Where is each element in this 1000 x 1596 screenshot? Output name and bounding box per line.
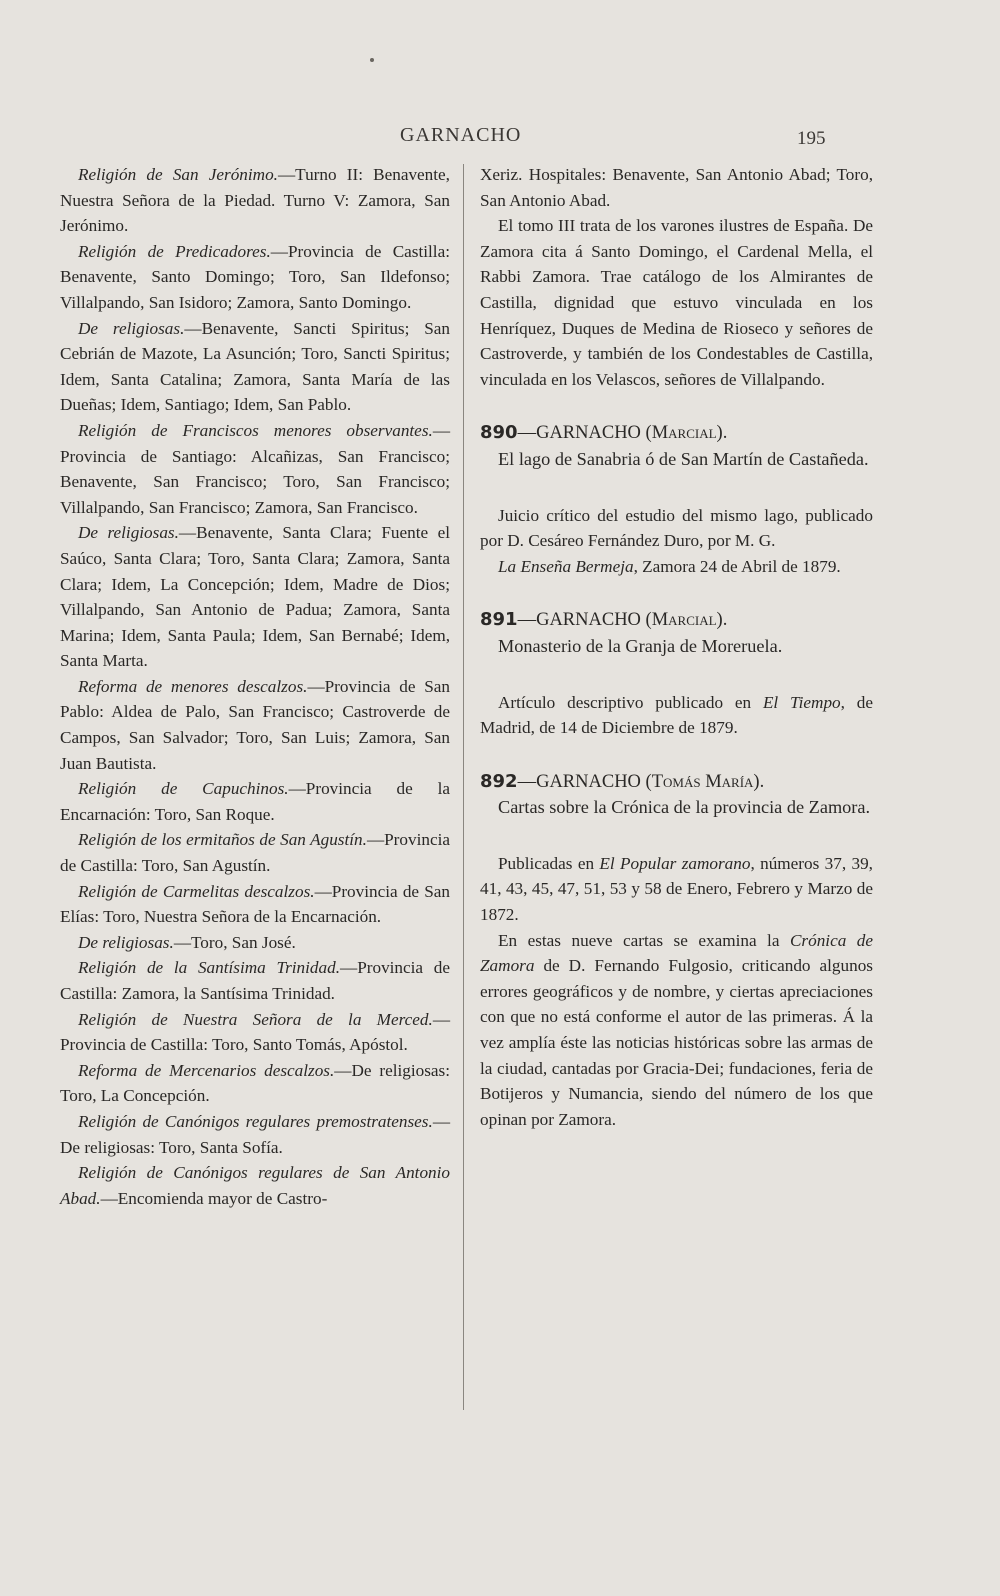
- left-paragraph: [60, 520, 450, 674]
- left-paragraph: [60, 1007, 450, 1058]
- entry-title: Monasterio de la Granja de Moreruela.: [498, 635, 783, 656]
- paragraph-label: Reforma de menores descalzos.: [78, 676, 308, 696]
- note-text: Artículo descriptivo publicado en: [498, 692, 763, 712]
- paragraph-text: —De religiosas: Toro, Santa Sofía.: [60, 1111, 450, 1157]
- left-paragraph: [60, 418, 450, 520]
- left-paragraph: [60, 955, 450, 1006]
- paragraph-label: De religiosas.: [78, 932, 174, 952]
- left-paragraph: [60, 239, 450, 316]
- paragraph-label: Religión de Canónigos regulares premostratenses.: [78, 1111, 433, 1131]
- paragraph-text: —Provincia de la Encarnación: Toro, San Roque.: [60, 779, 450, 824]
- page-number: 195: [797, 128, 826, 149]
- italic-title: Crónica de Zamora: [480, 930, 873, 976]
- print-speck: [370, 58, 374, 62]
- column-divider: [463, 164, 464, 1410]
- paragraph-text: —De religiosas: Toro, La Concepción.: [60, 1060, 450, 1106]
- paragraph-label: Religión de Franciscos menores observantes.: [78, 420, 433, 440]
- left-paragraph: [60, 776, 450, 827]
- paragraph-text: —Provincia de Santiago: Alcañizas, San Francisco; Benavente, San Francisco; Toro, San Francisco; Villalpando, San Francisco; Zamora, San Francisco.: [60, 420, 450, 517]
- entry-given-name: (Tomás María).: [640, 771, 765, 792]
- italic-title: El Tiempo: [762, 692, 841, 712]
- paragraph-text: —Provincia de San Pablo: Aldea de Palo, San Francisco; Castroverde de Campos, San Salvador; Toro, San Luis; Zamora, San Juan Bautista.: [60, 676, 450, 773]
- paragraph-text: —Provincia de Castilla: Toro, Santo Tomás, Apóstol.: [60, 1009, 450, 1055]
- italic-title: El Popular zamorano: [599, 853, 751, 873]
- note-text: , de Madrid, de 14 de Diciembre de 1879.: [480, 692, 873, 738]
- left-paragraph: [60, 1109, 450, 1160]
- paragraph-label: Religión de San Jerónimo.: [78, 165, 278, 184]
- paragraph-text: —Encomienda mayor de Castro-: [100, 1188, 328, 1208]
- paragraph-text: —Turno II: Benavente, Nuestra Señora de la Piedad. Turno V: Zamora, San Jerónimo.: [60, 165, 450, 236]
- right-column: [480, 162, 873, 1132]
- entry-title: El lago de Sanabria ó de San Martín de Castañeda.: [498, 448, 869, 469]
- entry-number: 890: [480, 422, 518, 444]
- entry-given-name: (Marcial).: [640, 423, 728, 444]
- entry-number: 892: [480, 770, 518, 792]
- paragraph-text: —Benavente, Santa Clara; Fuente el Saúco, Santa Clara; Toro, Santa Clara; Zamora, Santa Clara; Idem, La Concepción; Idem, Madre de Dios; Villalpando, San Antonio de Padua; Zamora, Santa Marina; Idem, Santa Paula; Idem, San Bernabé; Idem, Santa Marta.: [60, 523, 450, 671]
- paragraph-label: Religión de Canónigos regulares de San Antonio Abad.: [60, 1163, 450, 1208]
- entry-title: Cartas sobre la Crónica de la provincia de Zamora.: [498, 797, 871, 818]
- running-head: [0, 124, 1000, 154]
- left-column: [60, 162, 450, 1211]
- left-paragraph: [60, 1058, 450, 1109]
- entry-note: [480, 690, 873, 741]
- note-text: Publicadas en: [498, 853, 600, 873]
- entry-given-name: (Marcial).: [640, 610, 728, 631]
- paragraph-label: Religión de Nuestra Señora de la Merced.: [78, 1009, 433, 1029]
- paragraph-label: Religión de Capuchinos.: [78, 779, 289, 799]
- entry-note: [480, 503, 873, 554]
- paragraph-label: Religión de los ermitaños de San Agustín.: [78, 830, 367, 850]
- running-head-title: GARNACHO: [400, 124, 522, 146]
- entry-number: 891: [480, 609, 518, 631]
- paragraph-text: —Provincia de Castilla: Toro, San Agustín.: [60, 830, 450, 876]
- paragraph-label: De religiosas.: [78, 318, 185, 338]
- paragraph-text: —Provincia de Castilla: Benavente, Santo Domingo; Toro, San Ildefonso; Villalpando, San Isidoro; Zamora, Santo Domingo.: [60, 241, 450, 312]
- left-paragraph: [60, 316, 450, 418]
- entry-author: —GARNACHO: [517, 610, 641, 631]
- left-paragraph: [60, 879, 450, 930]
- paragraph-label: De religiosas.: [78, 523, 179, 543]
- right-paragraph: El tomo III trata de los varones ilustres de España. De Zamora cita á Santo Domingo, el Cardenal Mella, el Rabbi Zamora. Trae catálogo de los Almirantes de Castilla, dignidad que estuvo vinculada en los Henríquez, Duques de Medina de Rioseco y señores de Castroverde, y también de los Condestables de Castilla, vinculada en los Velascos, señores de Villalpando.: [480, 216, 873, 389]
- entry-note: [480, 554, 873, 580]
- italic-title: La Enseña Bermeja: [498, 556, 634, 576]
- paragraph-text: —Toro, San José.: [173, 932, 296, 952]
- entry-author: —GARNACHO: [517, 423, 641, 444]
- entry-note: [480, 928, 873, 1133]
- note-text: En estas nueve cartas se examina la: [498, 930, 790, 950]
- paragraph-text: —Provincia de San Elías: Toro, Nuestra Señora de la Encarnación.: [60, 881, 450, 927]
- left-paragraph: [60, 674, 450, 776]
- note-text: Juicio crítico del estudio del mismo lago, publicado por D. Cesáreo Fernández Duro, por M. G.: [480, 505, 873, 551]
- note-text: de D. Fernando Fulgosio, criticando algunos errores geográficos y de nombre, y ciertas apreciaciones con que no está conforme el autor de las primeras. Á la vez amplía éste las noticias históricas sobre las armas de la ciudad, cantadas por Gracia-Dei; fundaciones, feria de Botijeros y Numancia, siendo del número de los que opinan por Zamora.: [480, 956, 873, 1129]
- entry-author: —GARNACHO: [517, 771, 641, 792]
- paragraph-label: Religión de Predicadores.: [78, 241, 271, 261]
- paragraph-text: —Benavente, Sancti Spiritus; San Cebrián de Mazote, La Asunción; Toro, Sancti Spiritus; Idem, Santa Catalina; Zamora, Santa María de las Dueñas; Idem, Santiago; Idem, San Pablo.: [60, 318, 450, 415]
- paragraph-text: —Provincia de Castilla: Zamora, la Santísima Trinidad.: [60, 958, 450, 1003]
- entry-note: [480, 851, 873, 928]
- left-paragraph: [60, 930, 450, 956]
- left-paragraph: [60, 162, 450, 239]
- right-paragraph: Xeriz. Hospitales: Benavente, San Antonio Abad; Toro, San Antonio Abad.: [480, 165, 873, 210]
- paragraph-label: Reforma de Mercenarios descalzos.: [78, 1060, 335, 1080]
- entry-heading: [480, 769, 873, 796]
- entry-heading: [480, 420, 873, 447]
- entry-heading: [480, 607, 873, 634]
- paragraph-label: Religión de la Santísima Trinidad.: [78, 958, 340, 978]
- left-paragraph: [60, 827, 450, 878]
- left-paragraph: [60, 1160, 450, 1211]
- note-text: , números 37, 39, 41, 43, 45, 47, 51, 53 y 58 de Enero, Febrero y Marzo de 1872.: [480, 853, 873, 925]
- note-text: , Zamora 24 de Abril de 1879.: [633, 556, 841, 576]
- paragraph-label: Religión de Carmelitas descalzos.: [78, 881, 315, 901]
